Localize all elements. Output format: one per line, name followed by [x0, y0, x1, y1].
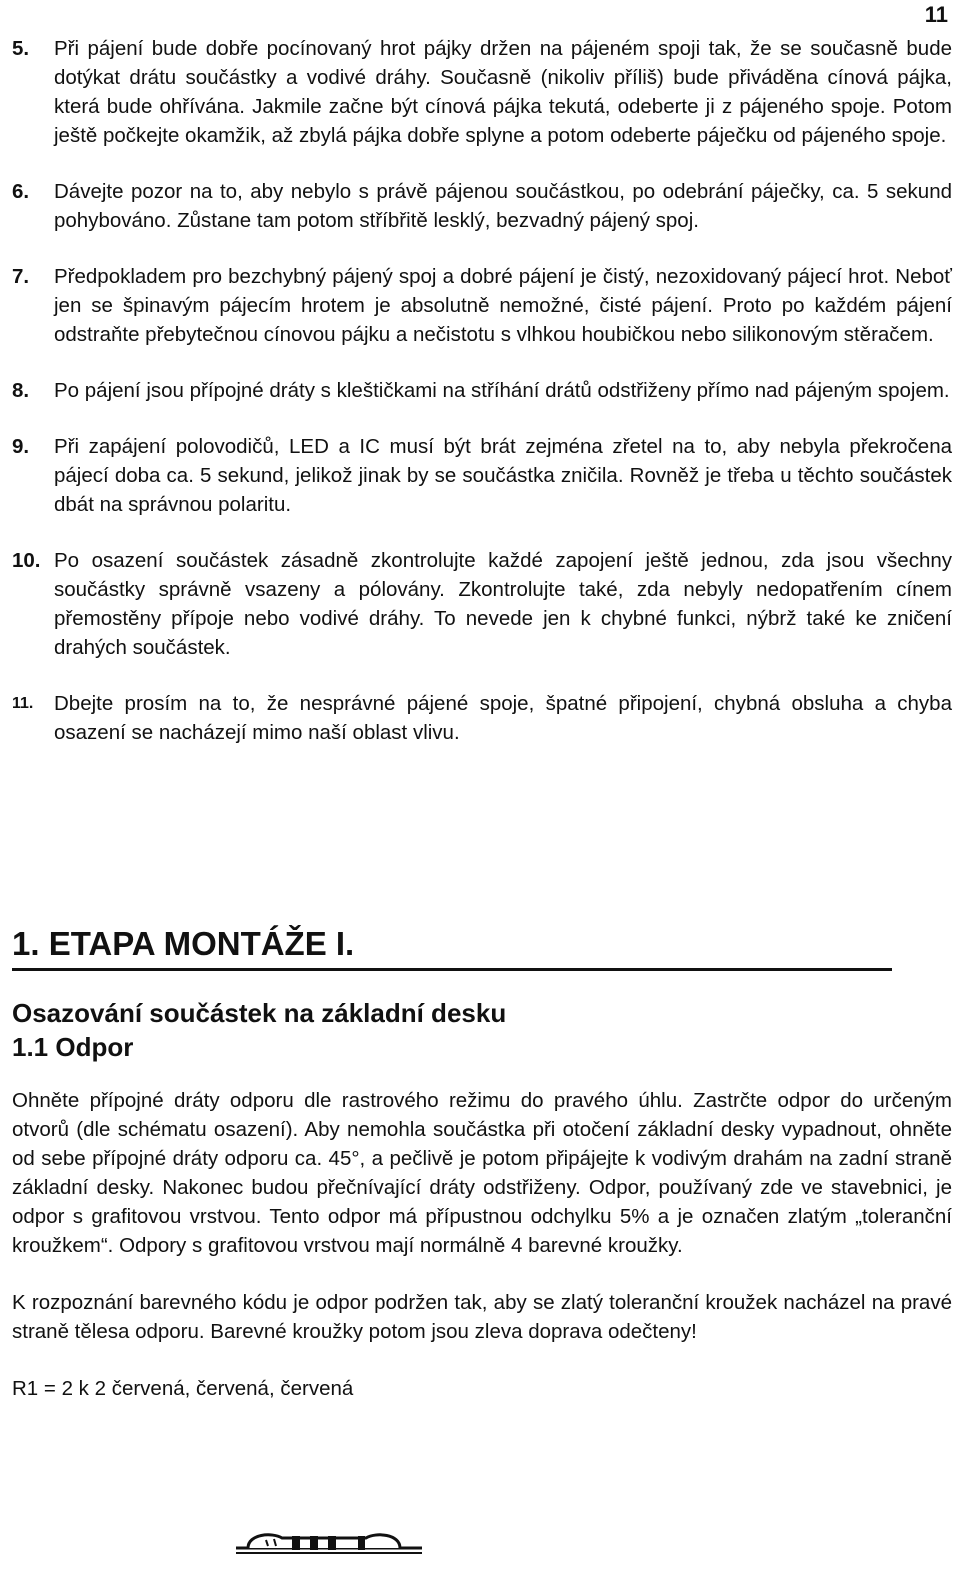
list-item [12, 34, 952, 150]
item-number: 7. [12, 265, 30, 288]
item-text: Dbejte prosím na to, že nesprávné pájené spoje, špatné připojení, chybná obsluha a chyba osazení se nacházejí mimo naší oblast vlivu. [54, 692, 952, 744]
resistor-code-line: R1 = 2 k 2 červená, červená, červená [12, 1377, 354, 1400]
item-text: Při zapájení polovodičů, LED a IC musí být brát zejména zřetel na to, aby nebyla překročena pájecí doba ca. 5 sekund, jelikož jinak by se součástka zničila. Rovněž je třeba u těchto součástek dbát na správnou polaritu. [54, 435, 952, 516]
etapa-heading: 1. ETAPA MONTÁŽE I. [12, 922, 892, 971]
item-text: Při pájení bude dobře pocínovaný hrot pájky držen na pájeném spoji tak, že se současně bude dotýkat drátu součástky a vodivé dráhy. Současně (nikoliv příliš) bude přiváděna cínová pájka, která bude ohřívána. Jakmile začne být cínová pájka tekutá, odeberte ji z pájeného spoje. Potom ještě počkejte okamžik, až zbylá pájka dobře splyne a potom odeberte páječku od pájeného spoje. [54, 37, 952, 147]
item-text: Po pájení jsou přípojné dráty s kleštičkami na stříhání drátů odstřiženy přímo nad pájeným spojem. [54, 379, 950, 402]
item-number: 6. [12, 180, 30, 203]
resistor-illustration [234, 1526, 424, 1566]
item-number: 10. [12, 549, 41, 572]
list-item [12, 689, 952, 747]
item-number: 5. [12, 37, 30, 60]
item-number: 9. [12, 435, 30, 458]
list-item [12, 376, 952, 405]
section-heading: Osazování součástek na základní desku [12, 998, 507, 1028]
paragraph: K rozpoznání barevného kódu je odpor podržen tak, aby se zlatý toleranční kroužek nacházel na pravé straně tělesa odporu. Barevné kroužky potom jsou zleva doprava odečteny! [12, 1291, 952, 1343]
item-text: Předpokladem pro bezchybný pájený spoj a dobré pájení je čistý, nezoxidovaný pájecí hrot. Neboť jen se špinavým pájecím hrotem je absolutně nemožné, čisté pájení. Proto po každém pájení odstraňte přebytečnou cínovou pájku a nečistotu s vlhkou houbičkou nebo silikonovým stěračem. [54, 265, 952, 346]
list-item [12, 177, 952, 235]
page-number: 11 [924, 2, 948, 27]
resistor-section [12, 996, 952, 1403]
list-item [12, 262, 952, 349]
item-number: 11. [12, 695, 34, 712]
item-text: Dávejte pozor na to, aby nebylo s právě pájenou součástkou, po odebrání páječky, ca. 5 sekund pohybováno. Zůstane tam potom stříbřitě lesklý, bezvadný pájený spoj. [54, 180, 952, 232]
subsection-heading: 1.1 Odpor [12, 1032, 134, 1062]
list-item [12, 432, 952, 519]
list-item [12, 546, 952, 662]
instruction-list [12, 34, 952, 774]
item-text: Po osazení součástek zásadně zkontrolujte každé zapojení ještě jednou, zda jsou všechny součástky správně vsazeny a pólovány. Zkontrolujte také, zda nebyly nedopatřením cínem přemostěny přípoje nebo vodivé dráhy. To nevede jen k chybné funkci, nýbrž také ke zničení drahých součástek. [54, 549, 952, 659]
item-number: 8. [12, 379, 30, 402]
paragraph: Ohněte přípojné dráty odporu dle rastrového režimu do pravého úhlu. Zastrčte odpor do určeným otvorů (dle schématu osazení). Aby nemohla součástka při otočení základní desky vypadnout, ohněte od sebe přípojné dráty odporu ca. 45°, a pečlivě je potom připájejte k vodivým drahám na zadní straně základní desky. Nakonec budou přečnívající dráty odstřiženy. Odpor, používaný zde ve stavebnici, je odpor s grafitovou vrstvou. Tento odpor má přípustnou odchylku 5% a je označen zlatým „toleranční kroužkem“. Odpory s grafitovou vrstvou mají normálně 4 barevné kroužky. [12, 1089, 952, 1257]
